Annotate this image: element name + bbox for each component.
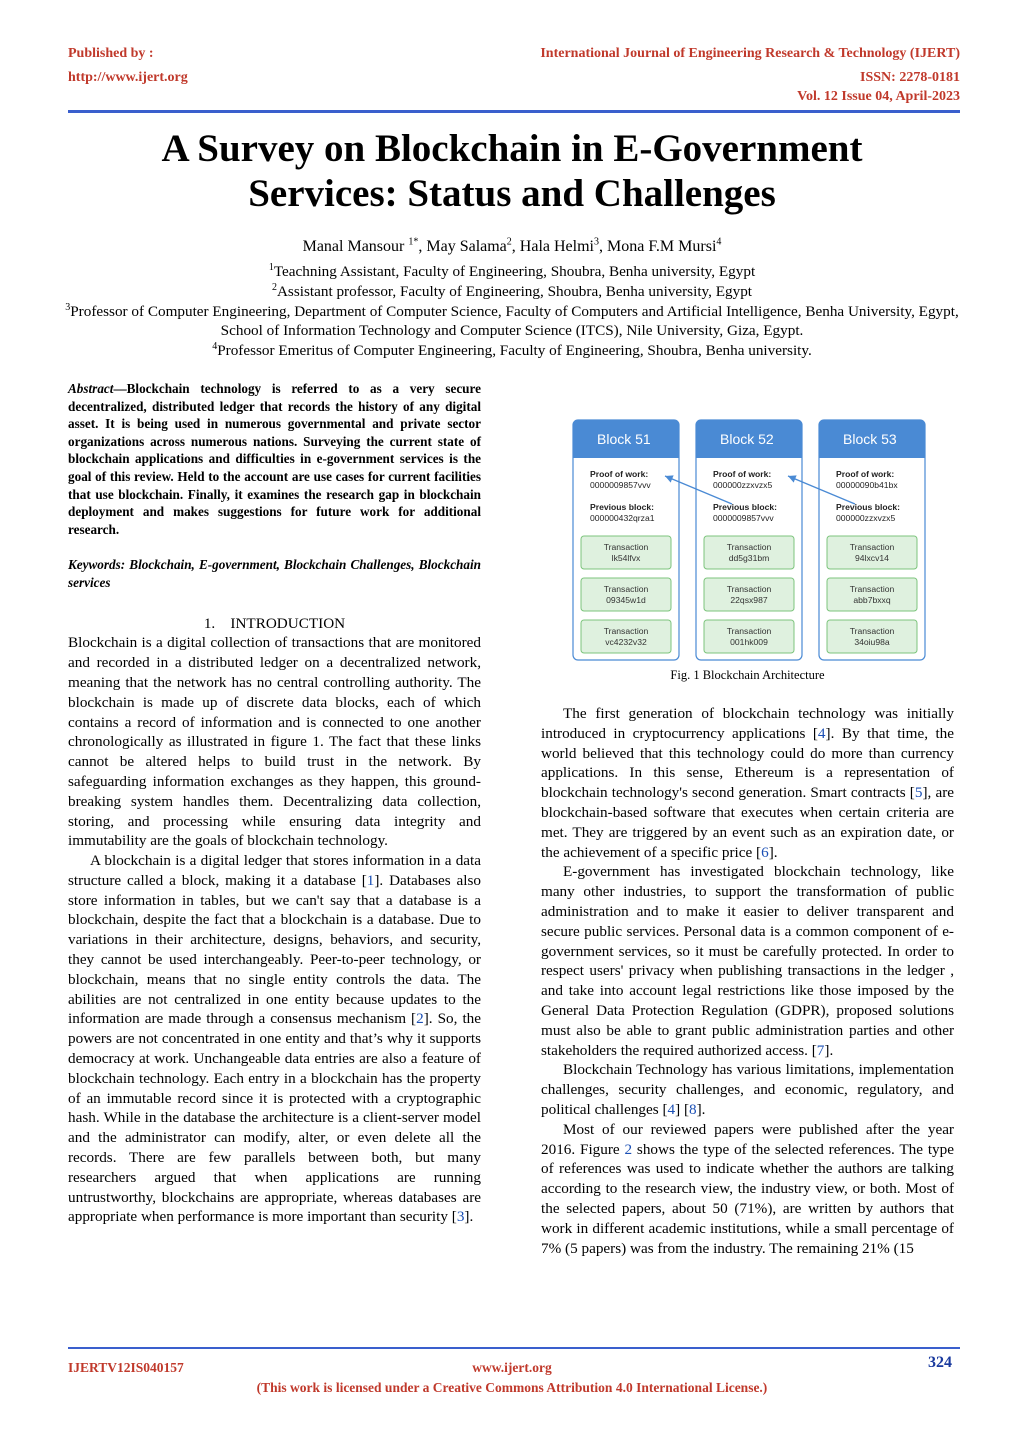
keywords: Keywords: Blockchain, E-government, Blockchain Challenges, Blockchain services <box>68 557 481 590</box>
section-heading-introduction: 1. INTRODUCTION <box>203 614 346 632</box>
citation-link[interactable]: 3 <box>456 1208 465 1226</box>
text-run: ]. <box>696 1100 706 1118</box>
license-notice: (This work is licensed under a Creative Commons Attribution 4.0 International License.) <box>256 1380 768 1395</box>
proof-of-work-value: 000000zzxvzx5 <box>713 480 773 490</box>
abstract-text: —Blockchain technology is referred to as a very secure decentralized, distributed ledger that records the history of any digital asset. It is being used in numerous governmental and private sector organizations across numerous nations. Surveying the current state of blockchain applications and difficulties in e-government services is the goal of this review. Held to the account are use cases for current facilities that use blockchain. Finally, it examines the research gap in blockchain deployment and makes suggestions for future work for additional research. <box>68 381 481 537</box>
transaction-id: 94lxcv14 <box>855 553 889 563</box>
affiliation-text: Assistant professor, Faculty of Engineering, Shoubra, Benha university, Egypt <box>276 282 753 300</box>
transaction-id: lk54lfvx <box>611 553 641 563</box>
text-run: ]. So, the powers are not concentrated in one entity and that’s why it supports democracy at work. Unchangeable data entries are also a feature of blockchain technology. Each entry in a blockchain has the property of an immutable record since it is protected with a cryptographic hash. While in the database the architecture is a client-server model and the administrator can modify, alter, or even delete all the records. There are few parallels between both, but many researchers argued that when applications are running untrustworthy, blockchains are appropriate, whereas databases are appropriate when performance is more important than security [ <box>68 1010 481 1226</box>
abstract-label: Abstract <box>68 381 114 396</box>
body-paragraph <box>68 633 481 851</box>
transaction-id: 22qsx987 <box>730 595 768 605</box>
title-line-2: Services: Status and Challenges <box>248 172 776 215</box>
issn: ISSN: 2278-0181 <box>860 70 960 85</box>
author-name: Mona F.M Mursi <box>606 238 717 255</box>
author-name: May Salama <box>426 238 507 255</box>
transaction-id: 09345w1d <box>606 595 646 605</box>
affiliations <box>60 262 964 361</box>
previous-block-label: Previous block: <box>713 502 777 512</box>
text-run: shows the type of the selected references. The type of references was used to indicate whether the authors are talking according to the research view, the industry view, or both. Most of the selected papers, about 50 (71%), are written by authors that work in different academic institutions, while a small percentage of 7% (5 papers) was from the industry. The remaining 21% (15 <box>541 1140 954 1257</box>
author-sep: , <box>598 238 607 255</box>
block-title: Block 52 <box>720 431 774 447</box>
header-rule <box>68 110 960 113</box>
transaction-label: Transaction <box>603 626 649 636</box>
transaction-id: dd5g31bm <box>728 553 770 563</box>
transaction-label: Transaction <box>726 584 772 594</box>
paper-id: IJERTV12IS040157 <box>68 1360 184 1375</box>
author-sup: 4 <box>716 236 722 248</box>
block-title: Block 51 <box>597 431 651 447</box>
affiliation-sup: 1 <box>268 261 274 273</box>
text-run: The first generation of blockchain technology was initially introduced in cryptocurrency applications [ <box>541 705 954 742</box>
affiliation-text: Professor of Computer Engineering, Department of Computer Science, Faculty of Computers and Artificial Intelligence, Benha University, Egypt, School of Information Technology and Computer Science (ITCS), Nile University, Giza, Egypt. <box>70 302 959 340</box>
text-run: Blockchain Technology has various limitations, implementation challenges, security challenges, and economic, regulatory, and political challenges [ <box>541 1061 954 1118</box>
previous-block-value: 000000432qrza1 <box>590 513 655 523</box>
transaction-label: Transaction <box>849 584 895 594</box>
text-run: ]. By that time, the world believed that this technology could do more than currency applications. In this sense, Ethereum is a representation of blockchain technology's second generation. Smart contracts [ <box>541 724 955 802</box>
affiliation <box>60 302 964 342</box>
affiliation <box>60 282 964 302</box>
transaction-id: vc4232v32 <box>605 637 647 647</box>
proof-of-work-value: 0000009857vvv <box>590 480 651 490</box>
page-number: 324 <box>928 1354 952 1371</box>
previous-block-value: 0000009857vvv <box>713 513 774 523</box>
transaction-label: Transaction <box>726 542 772 552</box>
previous-block-value: 000000zzxvzx5 <box>836 513 896 523</box>
affiliation-sup: 3 <box>65 301 71 313</box>
affiliation-text: Professor Emeritus of Computer Engineering, Faculty of Engineering, Shoubra, Benha university. <box>217 342 812 360</box>
figure-caption: Fig. 1 Blockchain Architecture <box>670 668 825 682</box>
transaction-id: 34oiu98a <box>854 637 890 647</box>
author-name: Hala Helmi <box>519 238 594 255</box>
text-run: Most of our reviewed papers were published after the year 2016. Figure <box>541 1120 954 1158</box>
proof-of-work-value: 00000090b41bx <box>836 480 898 490</box>
citation-link[interactable]: 8 <box>689 1100 697 1118</box>
transaction-id: abb7bxxq <box>853 595 891 605</box>
journal-url[interactable]: http://www.ijert.org <box>68 70 188 85</box>
text-run: ]. <box>464 1208 474 1226</box>
citation-link[interactable]: 6 <box>761 843 769 861</box>
previous-block-label: Previous block: <box>590 502 654 512</box>
citation-link[interactable]: 7 <box>816 1041 825 1059</box>
author-list <box>60 238 964 256</box>
title-line-1: A Survey on Blockchain in E-Government <box>161 127 863 170</box>
text-run: ]. <box>824 1041 834 1059</box>
body-paragraph <box>541 1120 954 1259</box>
transaction-label: Transaction <box>603 542 649 552</box>
abstract <box>68 380 481 538</box>
citation-link[interactable]: 4 <box>817 724 826 742</box>
proof-of-work-label: Proof of work: <box>713 469 772 479</box>
body-paragraph <box>541 1060 954 1119</box>
citation-link[interactable]: 2 <box>624 1140 633 1158</box>
citation-link[interactable]: 4 <box>667 1100 676 1118</box>
published-by: Published by : <box>68 46 154 61</box>
body-paragraph <box>68 851 481 1227</box>
affiliation <box>60 341 964 361</box>
author-sup: 3 <box>593 236 599 248</box>
author-name: Manal Mansour <box>302 238 409 255</box>
text-run: Blockchain is a digital collection of transactions that are monitored and recorded in a distributed ledger on a decentralized network, meaning that the network has no central controlling authority. The blockchain is made up of discrete data blocks, each of which contains a record of information and is connected to one another chronologically as illustrated in figure 1. The fact that these links cannot be altered helps to build trust in the network. By safeguarding information exchanges as they happen, this ground-breaking system handles them. Decentralizing data collection, storing, and processing while ensuring data integrity and immutability are the goals of blockchain technology. <box>68 634 481 850</box>
citation-link[interactable]: 1 <box>366 871 375 889</box>
transaction-label: Transaction <box>849 626 895 636</box>
transaction-label: Transaction <box>849 542 895 552</box>
affiliation <box>60 262 964 282</box>
affiliation-sup: 2 <box>271 281 277 293</box>
citation-link[interactable]: 2 <box>416 1010 424 1028</box>
left-column <box>68 380 481 1227</box>
text-run: ] [ <box>675 1100 690 1118</box>
author-sep: , <box>511 238 520 255</box>
previous-block-label: Previous block: <box>836 502 900 512</box>
right-column <box>541 704 954 1258</box>
text-run: ]. Databases also store information in tables, but we can't say that a database is a blockchain, despite the fact that a blockchain is a database. Due to variations in their architecture, designs, behaviors, and security, they cannot be used interchangeably. Peer-to-peer technology, or blockchain, means that no single entity controls the data. The abilities are not centralized in one entity because updates to the information are made through a consensus mechanism [ <box>68 871 481 1028</box>
paper-title <box>60 126 964 216</box>
blockchain-architecture-figure <box>572 418 952 662</box>
text-run: A blockchain is a digital ledger that stores information in a data structure called a block, making it a database [ <box>68 852 481 889</box>
transaction-label: Transaction <box>603 584 649 594</box>
block-title: Block 53 <box>843 431 897 447</box>
text-run: E-government has investigated blockchain technology, like many other industries, to support the transformation of public administration and to make it easier to deliver transparent and secure public services. Personal data is a common component of e-government services, so it must be carefully protected. In order to respect users' privacy when publishing transactions in the ledger , and take into account legal restrictions like those imposed by the General Data Protection Regulation (GDPR), proposed solutions must also be able to grant public administration parties and other stakeholders the required authorized access. [ <box>541 863 954 1059</box>
transaction-label: Transaction <box>726 626 772 636</box>
affiliation-text: Teachning Assistant, Faculty of Engineering, Shoubra, Benha university, Egypt <box>273 263 756 280</box>
citation-link[interactable]: 5 <box>914 784 923 802</box>
body-paragraph <box>541 862 954 1060</box>
text-run: ], are blockchain-based software that executes when certain criteria are met. They are triggered by an event such as an expiration date, or the achievement of a specific price [ <box>541 784 954 861</box>
affiliation-sup: 4 <box>212 341 218 353</box>
transaction-id: 001hk009 <box>730 637 768 647</box>
footer-url[interactable]: www.ijert.org <box>472 1360 552 1375</box>
author-sep: , <box>418 238 427 255</box>
proof-of-work-label: Proof of work: <box>590 469 649 479</box>
volume-issue: Vol. 12 Issue 04, April-2023 <box>797 89 960 104</box>
introduction-text <box>68 633 481 1227</box>
body-paragraph <box>541 704 954 862</box>
journal-name: International Journal of Engineering Research & Technology (IJERT) <box>540 46 960 61</box>
proof-of-work-label: Proof of work: <box>836 469 895 479</box>
footer-rule <box>68 1347 960 1349</box>
author-sup: 1* <box>408 236 419 248</box>
author-sup: 2 <box>506 236 512 248</box>
text-run: ]. <box>768 843 778 861</box>
